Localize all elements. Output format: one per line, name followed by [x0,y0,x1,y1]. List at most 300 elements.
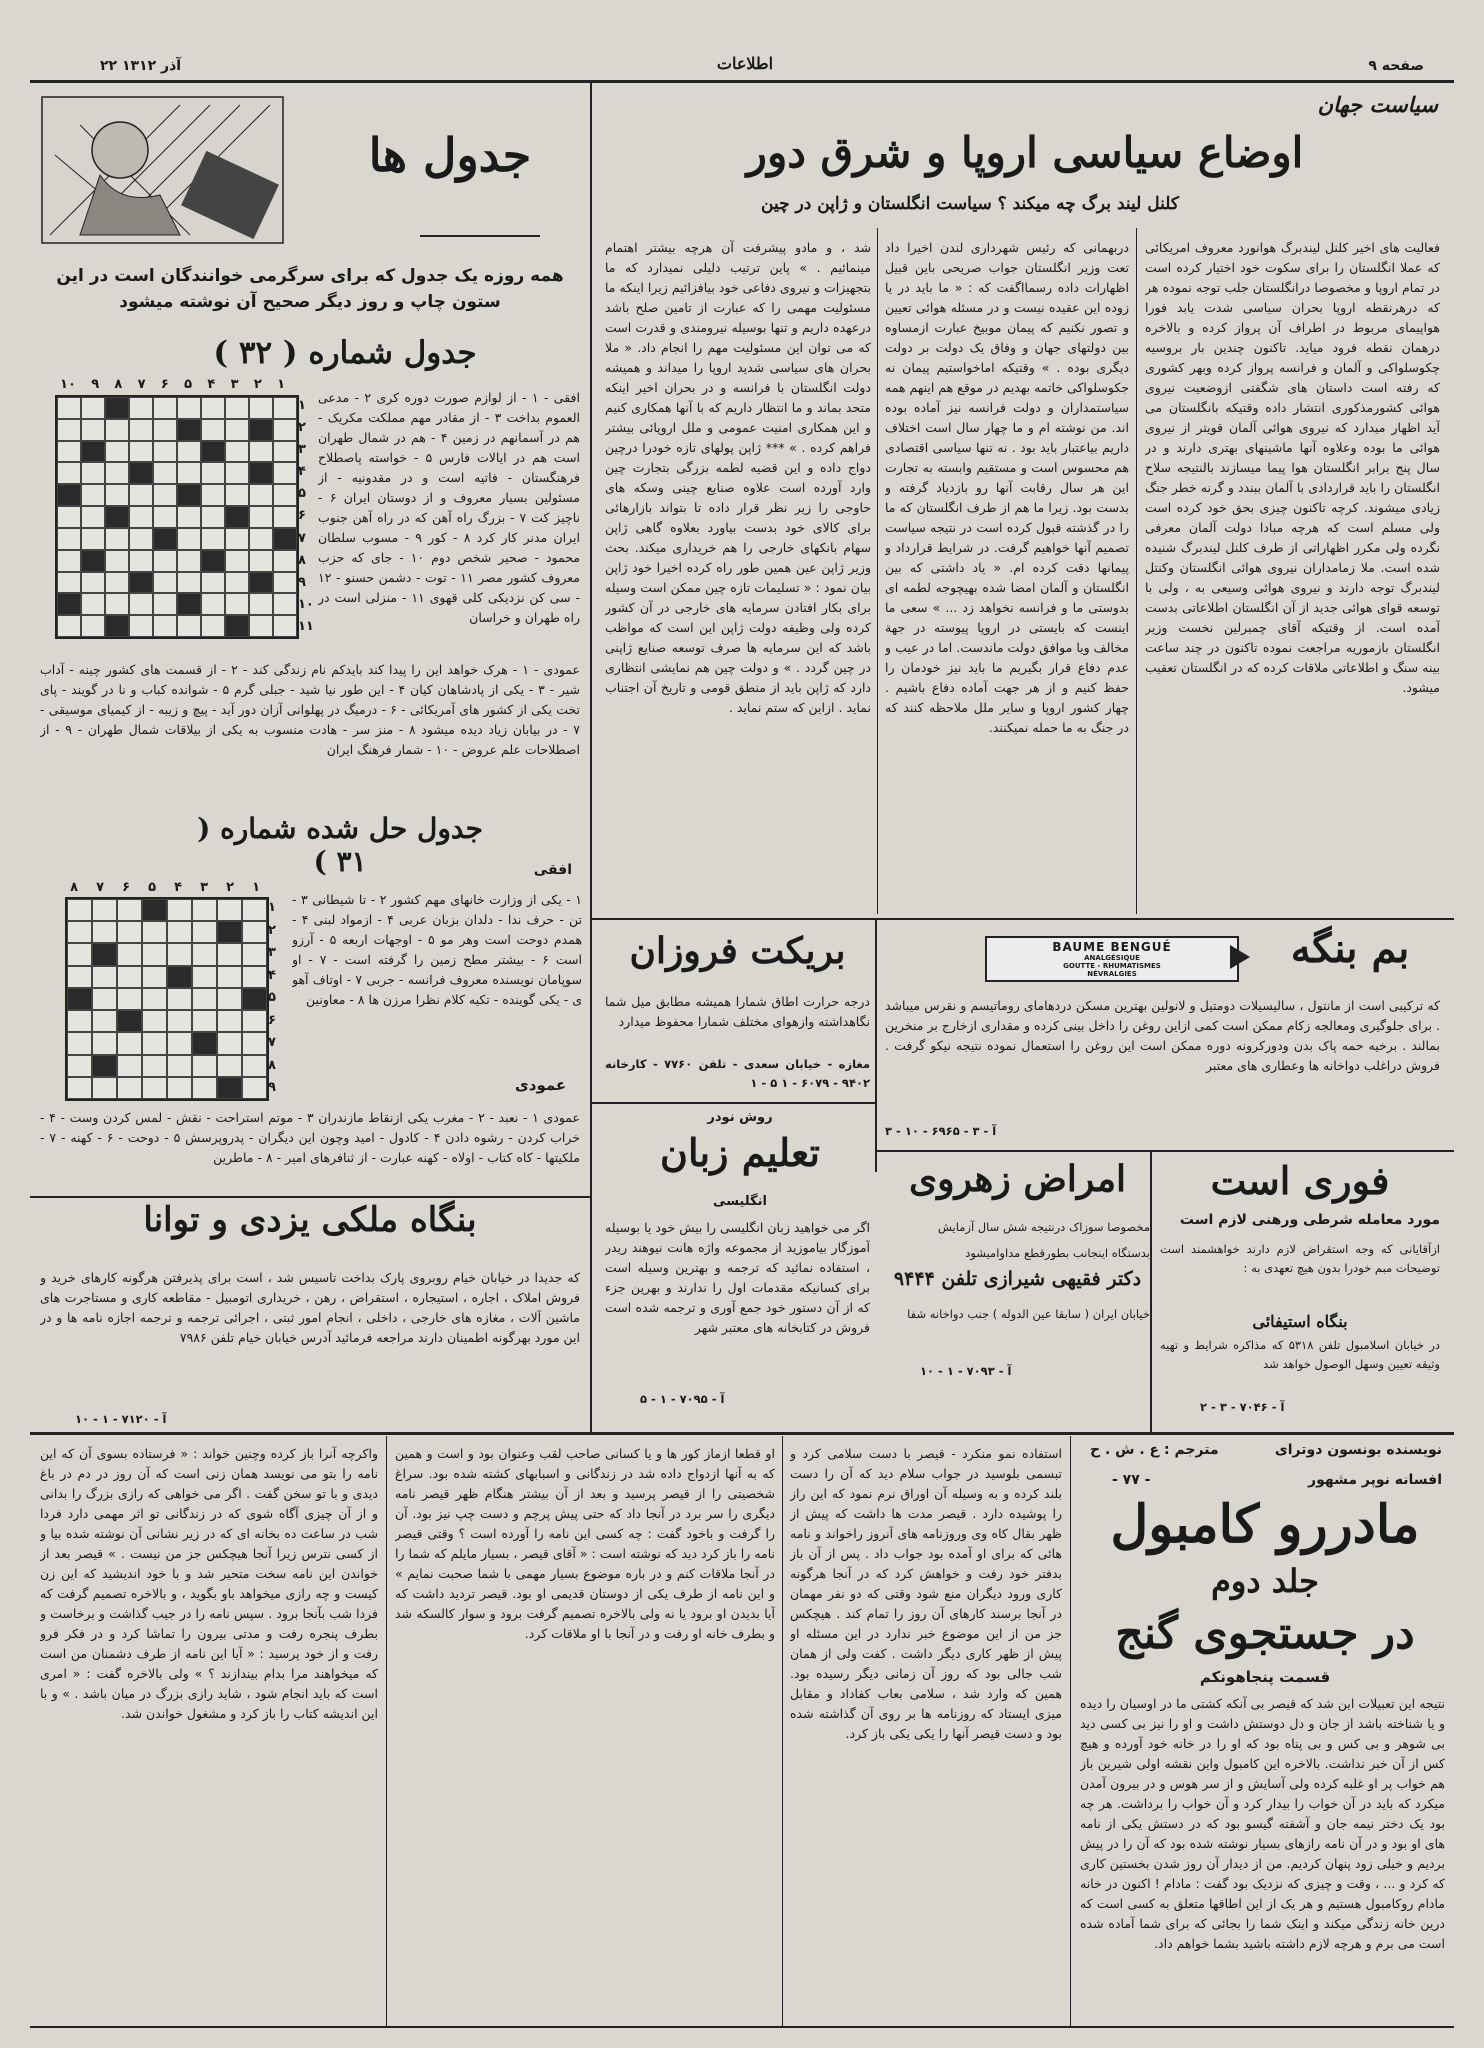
venereal-ad-line1: مخصوصا سوزاک درنتیجه شش سال آزمایش [937,1220,1150,1234]
grid-cell [217,1010,242,1032]
col-number: ۹ [91,377,100,392]
serial-author: نویسنده بونسون دوترای [1274,1442,1442,1458]
puzzle-title: جدول شماره ( ۳۲ ) [213,335,477,371]
serial-title: مادررو کامبول [1110,1494,1420,1555]
bottom-rule [30,2026,1454,2028]
grid-cell [129,419,153,441]
grid-cell [167,899,192,921]
language-ad-title: تعلیم زبان [660,1130,820,1175]
venereal-ad-doctor: دکتر فقیهی شیرازی تلفن ۹۴۴۴ [893,1268,1142,1290]
row-number: ۹ [298,574,306,590]
grid-cell [57,441,81,463]
grid-cell [105,615,129,637]
grid-cell [92,1055,117,1077]
grid-cell [225,484,249,506]
col-number: ۵ [184,377,193,392]
serial-series: افسانه نوپر مشهور [1308,1472,1442,1488]
grid-cell [92,1032,117,1054]
venereal-ad-line2: بدستگاه اینجانب بطورقطع مداوامیشود [965,1246,1150,1260]
language-ad-code: آ - ۷۰۹۵ - ۱ - ۵ [640,1392,725,1406]
grid-cell [201,593,225,615]
col-number: ۲ [253,377,262,392]
language-ad-kicker: روش نودر [707,1110,773,1125]
tube-line: GOUTTE - RHUMATISMES [1063,962,1161,970]
row-number: ۸ [298,552,306,568]
grid-cell [201,615,225,637]
grid-cell [129,397,153,419]
grid-cell [192,1077,217,1099]
briquette-ad-body: درجه حرارت اطاق شمارا همیشه مطابق میل شما نگاهداشته وازهوای مختلف شمارا محفوظ میدارد [605,994,870,1029]
grid-cell [153,615,177,637]
grid-cell [192,921,217,943]
venereal-ad-code: آ - ۷۰۹۳ - ۱ - ۱۰ [920,1364,1012,1378]
column-divider [1150,1150,1152,1432]
grid-cell [225,419,249,441]
paper-name: اطلاعات [716,54,774,73]
grid-cell [117,988,142,1010]
grid-cell [142,1010,167,1032]
row-number: ۹ [268,1080,276,1095]
grid-cell [225,550,249,572]
language-ad-body: اگر می خواهید زبان انگلیسی را بیش خود یا بوسیله آموزگار بیاموزید از مجموعه واژه هانت نیوهند ریدر ، استفاده نمائید که ترجمه و بهترین وسیله است برای کسانیکه مقدمات اول را ندارند و بهرین جزء که از آن دستور خود جمع آوری و ترجمه شده است فروش در کتابخانه های معتبر شهر [605,1220,870,1335]
grid-cell [192,966,217,988]
col-number: ۴ [174,880,182,895]
grid-cell [225,397,249,419]
grid-cell [201,484,225,506]
grid-cell [249,419,273,441]
grid-cell [242,899,267,921]
baume-ad-title: بم بنگه [1290,925,1410,972]
grid-cell [225,528,249,550]
grid-cell [153,462,177,484]
grid-cell [217,1032,242,1054]
grid-cell [105,506,129,528]
grid-cell [129,484,153,506]
grid-cell [167,1010,192,1032]
crossword-intro: همه روزه یک جدول که برای سرگرمی خوانندگان است در این ستون چاپ و روز دیگر صحیح آن نوشته میشود [56,266,564,312]
grid-cell [81,441,105,463]
grid-cell [273,441,297,463]
grid-cell [273,528,297,550]
row-number: ۱۰ [298,596,314,612]
grid-cell [167,988,192,1010]
solved-across-clues: ۱ - یکی از وزارت خانهای مهم کشور ۲ - تا شیطانی ۳ - تن - حرف ندا - دلدان بزبان عربی ۴ - ازمواد لبنی ۴ - همدم دوحت است وهر مو ۵ - اوجهات اربعه ۵ - آرزو است ۶ - بیشتر مطح زمین را گرفته است - ۷ - او سوپامان نویسنده معروف فرانسه - جربی ۷ - اوتاف آهو ی - یکی گوینده - تکیه کلام نظرا مرزن ها ۸ - معاونین [292,892,582,1007]
grid-cell [167,1055,192,1077]
column-divider [877,228,878,914]
grid-cell [201,528,225,550]
grid-cell [177,506,201,528]
grid-cell [67,966,92,988]
grid-cell [57,397,81,419]
grid-cell [225,593,249,615]
grid-cell [217,966,242,988]
grid-cell [273,615,297,637]
grid-cell [142,899,167,921]
ointment-tube-illustration [985,936,1239,982]
grid-cell [67,921,92,943]
section-kicker: سیاست جهان [1317,92,1438,117]
solved-down-clues: عمودی ۱ - نعبد - ۲ - مغرب یکی ازنقاط مازندران ۳ - موتم استراحت - نقش - لمس کردن وست - ۴ - خراب کردن - رشوه دادن ۴ - کادول - امید وچون این دیگران - پدروپرسش ۵ - دوحت - ۶ - کهنه - ۷ - ملکیتها - کاه کتاب - اولاه - کهنه عبارت - از ثنافرهای امیر - ۸ - ماطرین [40,1110,580,1165]
grid-cell [81,506,105,528]
grid-cell [92,943,117,965]
grid-cell [129,572,153,594]
col-number: ۶ [122,880,130,895]
grid-cell [81,397,105,419]
grid-cell [153,572,177,594]
tube-cap-icon [1230,945,1250,969]
grid-cell [67,899,92,921]
grid-cell [201,572,225,594]
grid-cell [117,899,142,921]
grid-cell [105,397,129,419]
grid-cell [249,441,273,463]
row-number: ۳ [298,442,306,458]
grid-cell [81,462,105,484]
grid-cell [177,462,201,484]
crossword-section-title: جدول ها [368,128,532,182]
grid-cell [225,572,249,594]
grid-cell [81,615,105,637]
column-divider [1136,228,1137,914]
grid-cell [273,593,297,615]
grid-cell [249,615,273,637]
row-number: ۳ [268,945,276,960]
urgent-ad-sub: مورد معامله شرطی ورهنی لازم است [1179,1212,1440,1228]
grid-cell [217,899,242,921]
grid-cell [117,966,142,988]
grid-cell [192,1055,217,1077]
grid-cell [201,462,225,484]
grid-cell [142,921,167,943]
grid-cell [142,1077,167,1099]
column-numbers [60,377,285,392]
grid-cell [153,528,177,550]
col-number: ۷ [96,880,104,895]
grid-cell [242,1010,267,1032]
grid-cell [153,506,177,528]
grid-cell [249,506,273,528]
col-number: ۴ [207,377,216,392]
grid-cell [153,593,177,615]
grid-cell [129,528,153,550]
grid-cell [57,615,81,637]
baume-ad-code: آ - ۳ - ۶۹۶۵ - ۱۰ - ۳ [885,1124,997,1138]
down-clues: عمودی - ۱ - هرک خواهد این را پیدا کند بایدکم نام زندگی کند - ۲ - از قسمت های کشور چینه - آداب شیر - ۳ - یکی از پادشاهان کیان ۴ - این طور نیا شید - جبلی گرم ۵ - شوانده کباب و نا در گویند - پای تخت یکی از کشور های آمریکائی - ۶ - درمیگ در پهلوانی آزان دور آید - پیچ و زیبه - از کیمیای موسیقی - ۷ - در بیابان زیاد دیده میشود ۸ - منز سر - هادت منسوب به یکی از بیلاقات شمال طهران - ۹ - از اصطلاحات علم عروض - ۱۰ - شمار فرهنگ ایران [40,662,580,757]
grid-cell [192,899,217,921]
agency-ad-title: بنگاه ملکی یزدی و توانا [143,1200,477,1240]
row-number: ۶ [268,1012,276,1028]
solved-grid [65,897,269,1101]
grid-cell [273,506,297,528]
grid-cell [57,506,81,528]
grid-cell [81,593,105,615]
row-number: ۶ [298,508,306,524]
row-numbers [298,398,314,634]
venereal-ad-address: خیابان ایران ( سابقا عین الدوله ) جنب دواخانه شفا [907,1307,1150,1321]
row-number: ۸ [268,1057,276,1073]
grid-cell [117,1077,142,1099]
grid-cell [177,572,201,594]
grid-cell [217,943,242,965]
grid-cell [201,550,225,572]
venereal-ad-title: امراض زهروی [908,1158,1126,1200]
politics-column-3: شد ، و مادو پیشرفت آن هرچه بیشتر اهتمام مینمائیم . » پاین ترتیب دلیلی نمیدارد که ما بتجهیزات و نیروی دفاعی خود بیافزائیم زیرا اینکه ما مسئولیت مهمی را که عبارت از تامین صلح باشد درعهده داریم و تنها بوسیله نیرومندی و قدرت است که می توان این مسئولیت مهم را انجام داد. « ملا بحران های سیاسی شدید اروپا را میداند و همیشه دولت انگلستان با فرانسه و در بحران اخیر اینکه متحد بماند و ما انتظار داریم که با آنها همکاری کنیم و این همکاری امنیت عمومی و ملل اروپائی بیشتر فراهم کرده . » *** ژاپن پولهای تازه خودرا درچین دواج داده و این قضیه لطمه بزرگی بتجارت چین وارد آورده است علاوه صنایع چینی وسکه هاى حاوجی را زیر نظر قرار داده تا بتواند بازارهائی برای کالای خود بدست بیاورد بعلاوه گاهی ژاپن سهام بانکهای خارجی را هم خریداری میکند. بحث وزیر ژاپن عین همین طور راه کرده اخیرا خود ژاپن بیان نمود : « تسلیمات تازه چین ممکن است وسیله برای بکار افتادن سرمایه های خارجی در آن کشور کرده ولی وظیفه دولت ژاپن این است که مواظب باشد که این سرمایه ها صرف توسعه صنایع ژاپنی در چین گردد . » و دولت چین هم نمایشی انتظاری دارد که ژاپن باید از منطق قومی و تاریخ آن اجتناب نماید . ازاین که ستم نماید . [605,240,871,715]
serial-subtitle: در جستجوی گنج [1115,1608,1415,1659]
col-number: ۲ [226,880,234,895]
col-number: ۱ [252,880,260,895]
serial-translator: مترجم : ع . ش . ح [1090,1442,1219,1458]
grid-cell [105,484,129,506]
grid-cell [67,943,92,965]
grid-cell [105,419,129,441]
grid-cell [249,593,273,615]
serial-column-4: واکرچه آنرا باز کرده وچنین خواند : « فرستاده بسوی آن که این نامه را بتو می نویسد همان زنی است که آن روز در دم در باغ دیدی و با تو سخن گفت . اگر می خواهی که رازی بزرگ را بدانی و از آن چیزی آگاه شوی که در زندگانی تو اثر مهمی دارد فردا شب در ساعت ده بخانه ای که در زیر نشانی آن نوشته شده بیا و از کسی نترس زیرا آنجا هیچکس جز من نیست . » قیصر بعد از خواندن این نامه سخت متحیر شد و با خود اندیشید که این زن کیست و چه رازی میخواهد باو بگوید ، و بالاخره تصمیم گرفت که فردا شب بآنجا برود . سپس نامه را در جیب گذاشت و برخاست و بطرف پنجره رفت و مدتی بیرون را تماشا کرد و در فکر فرو رفت و از خود پرسید : « آیا این نامه از طرف دشمنان من است که میخواهند مرا بدام بیندازند ؟ » ولی بالاخره گفت : « امری است که باید انجام شود ، شاید رازی بزرگ در میان باشد . » و با این اندیشه کتاب را باز کرد و مشغول خواندن شد. [40,1446,378,1721]
grid-cell [201,441,225,463]
row-number: ۵ [298,486,306,502]
grid-cell [242,966,267,988]
grid-cell [92,988,117,1010]
grid-cell [129,506,153,528]
grid-cell [57,462,81,484]
politics-column-1: فعالیت های اخیر کلنل لیندبرگ هوانورد معروف امریکائی که عملا انگلستان را برای سکوت خود اختیار کرده است در تمام اروپا و مخصوصا درانگلستان جلب توجه نموده هر که درهرنقطه اروپا بحران سیاسی شدت یابد فورا هواپیمای مربوط در اطراف آن پرواز کرده و بالاخره درهمان نقطه فرود میاید. تاکنون چندین بار بروسیه چکوسلواکی و آلمان و فرانسه پرواز کرده وبهر کشوری که رفته است داستان های شگفتی ازوضعیت نیروی هوائی کشورمذکوری انتشار داده وقتیکه بانگلستان می آید اظهار میدارد که نیروی هوائی آلمان قویتر از نیروی هوائی ما بوده وعلاوه آنها ماشینهای بهتری دارند و در سال پنج برابر انگلستان هوا پیما میسازند بالنتیجه سلاح انگلستان را باید قراردادی با آلمان ببندد و گرنه خطر جنگ زیادی میشوند. کرچه تاکنون چیزی بحق خود کرده است ولی مسلم است که هرچه مبادا دولت آلمان معرفی نگرده ولی مکرر اظهاراتی از طرف کلنل لیندبرگ شنیده شده است. ملا زمامداران نیروی هوائی انگلستان وکنتل لیندبرگ توجه دارند و نیروی هوائی وسیعی به ، ولی با توسعه قوای هوائی جدید از آن انگلستان اطلاعاتی بدست آمده است. از وقتیکه آقای چمبرلین نخست وزیر انگلستان بازموریه مراجعت نموده تاکنون در چند ساعت بینه سنگ و اطلاعاتی ملاقات کرده که در انگلستان تعقیب میشود. [1145,240,1440,695]
grid-cell [153,484,177,506]
ads-rule [877,1150,1454,1152]
grid-cell [142,966,167,988]
grid-cell [105,550,129,572]
grid-cell [153,441,177,463]
briquette-ad-address: مغازه - خیابان سعدی - تلفن ۷۷۶۰ - کارخانه ۹۴۰۲ - ۶۰۷۹ - ۱ ۵ - ۱ [605,1057,870,1090]
grid-cell [201,506,225,528]
grid-cell [201,397,225,419]
grid-cell [192,943,217,965]
grid-cell [67,1010,92,1032]
grid-cell [201,419,225,441]
column-divider [590,82,592,1432]
grid-cell [142,988,167,1010]
grid-cell [92,921,117,943]
grid-cell [57,572,81,594]
politics-column-2: دربهمانی که رئیس شهرداری لندن اخیرا داد تعت وزیر انگلستان جواب صریحی باین قبیل اظهارات داده رسمااگفت که : « ما باید در یا زوده این عقیده نیست و در مسئله هوائی تعیین و تصور نکنیم که پیمان موبیخ عبارت ازمساوه بین دولتهای جهان و وفاق یک دولت بر دولت دیگری بوده . » وقتیکه اماخواستیم پیمان نه جکوسلواکی خاتمه بهدیم در موقع هم اینهم همه سیاستمداران و دولت فرانسه نیز آماده بوده اند. من نوشته ام و ما چهار سال است اختلاف داریم بیاعتبار باید بود . نه تنها سیاسی اقتصادی هم محسوس است و مستقیم وابسته به تجارت این هر سال رقابت آنها رو بازدیاد گرفته و بدست بود. زیرا ما هم از طرف انگلستان که ما را در گذشته قبول کرده است در نتیجه سیاست تصمیم آنها خواهیم گرفت. در شرایط قرارداد و پیمانها دقت کرده ام. « یاد داشتی که بین انگلستان و آلمان امضا شده بهیچوجه لطمه ای بدوستی ما و فرانسه نخواهد زد ... » سعی ما اینست که بایستی در اروپا پیوسته در جهة مخالف ویا موافق دولت ماندست. اما در عیب و عدم دفاع قرار بگیریم ما باید نیز خودمان را حفظ کنیم و از هر جهت آماده دفاع باشیم . چهار کشور اروپا و سایر ملل ملاحظه کنند که در جنگ به ما حمله نمیکنند. [885,240,1129,735]
urgent-ad-title: فوری است [1210,1158,1390,1203]
serial-column-3: او قطعا ازماز کور ها و یا کسانی صاحب لقب وعنوان بود و است و همین که به آنها ازدواج داده شد در زندگانی و اسبابهای کشته شده بود. سراغ شخصیتی را از قیصر پرسید و بعد از آن بیشتر هنگام ظهر قیصر نامه دیگری را سر برد در آنجا داد که حتی پیش پرچم و دست چپ نیز بود. آن را گرفت و باخود گفت : چه کسی این نامه را آورده است ؟ وقتی قیصر نامه را باز کرد دید که نوشته است : « آقای قیصر ، بسیار مایلم که شما را در آنجا ملاقات کنم و در باره موضوع بسیار مهمی با شما صحبت نمایم » و این نامه از طرف یکی از دوستان قدیمی او بود. قیصر تردید داشت که آیا بدیدن او برود یا نه ولی بالاخره تصمیم گرفت برود و سوار کالسکه شد و بطرف خانه او رفت و در آنجا با او ملاقات کرد. [395,1446,775,1641]
grid-cell [92,966,117,988]
urgent-ad-agency: بنگاه استیفائی [1252,1312,1348,1331]
grid-cell [192,988,217,1010]
grid-cell [217,1055,242,1077]
column-divider [386,1436,387,2026]
urgent-ad-address: در خیابان اسلامبول تلفن ۵۳۱۸ که مذاکره شرایط و تهیه وثیقه تعیین وسهل الوصول خواهد شد [1160,1338,1440,1371]
row-number: ۱ [298,398,306,413]
grid-cell [273,484,297,506]
grid-cell [129,593,153,615]
grid-cell [225,615,249,637]
grid-cell [81,528,105,550]
grid-cell [217,921,242,943]
grid-cell [129,615,153,637]
grid-cell [117,1032,142,1054]
row-number: ۴ [268,967,276,983]
grid-cell [177,397,201,419]
politics-headline: اوضاع سیاسی اروپا و شرق دور [746,128,1304,177]
grid-cell [105,593,129,615]
grid-cell [273,419,297,441]
col-number: ۸ [114,377,123,392]
grid-cell [117,1010,142,1032]
solved-down-label: عمودی [515,1076,567,1094]
grid-cell [242,943,267,965]
solved-row-numbers [268,900,276,1095]
grid-cell [167,1032,192,1054]
across-clues: افقی - ۱ - از لوازم صورت دوره کری ۲ - مدعی العموم بداخت ۳ - از مقادر مهم مملکت مکریک - هم در آسمانهم در زمین ۴ - هم در شمال طهران است هم در ایالات فارس ۵ - خواسته پاصطلاح فرهنگستان - فاتیه است و در مقدونیه - از مسئولین بسیار معروف و از دوستان ایران ۶ - ناچیز کت ۷ - بزرگ راه آهن که در راه آهن جنوب ایران مدنر کار کرد ۸ - کور ۹ - مسوب سلطان محمود - صحیر شخص دوم ۱۰ - جای که حزب معروف کشور مصر ۱۱ - توت - دشمن حسنو - ۱۲ - سی کن نزدیکی کلی قهوی ۱۱ - منزلی است در راه طهران و خراسان [318,390,580,625]
column-divider [782,1436,783,2026]
chess-illustration [40,95,285,245]
row-number: ۲ [298,420,306,436]
grid-cell [105,528,129,550]
ads-rule [592,1102,877,1104]
col-number: ۷ [137,377,146,392]
grid-cell [177,419,201,441]
grid-cell [177,593,201,615]
serial-column-2: استفاده نمو منکرد - قیصر با دست سلامی کرد و تبسمی بلوسید در جواب سلام دید که آن را دست بلند کرده و به وسیله آن اوراق نرم نمود که این راز را پوشیده دارد . قیصر مدت ها داشت که پیش از ظهر بقال کاه وی وروزنامه های آنروز راخواند و نامه هائی که برای او آمده بود جواب داد . پس از آن باز بدفتر خود رفت و خواهش کرد که در آنجا هرگونه کاری ورود دیگران منع شود وقتی که دو نفر مهمان در آنجا برسند کارهای آن روز را تمام کند . هیچکس جز من از این موضوع خبر ندارد در این مسئله او پیش از ظهر کاری دیگر داشت . کفت ولی از همان شب جالی بود که روز آن زمانی دیگر رسیده بود. همین که وارد شد ، سلامی بعاب کفاداد و مقابل میزی ایستاد که روزنامه ها بر روی آن گذاشته شده بود و دست قیصر آنها را یکی یکی باز کرد. [790,1446,1062,1741]
grid-cell [242,1032,267,1054]
col-number: ۱۰ [60,377,76,392]
urgent-ad-body: ازآقایانی که وجه استقراض لازم دارند خواهشمند است توضیحات مبم خودرا بدون هیچ تعهدی به : [1160,1242,1440,1275]
tube-line: NÉVRALGIES [1087,970,1137,978]
agency-ad-body: که جدیدا در خیابان خیام روبروی پارک بداخت تاسیس شد ، است برای پذیرفتن هرگونه کارهای خرید و فروش املاک ، اجاره ، استیجاره ، استقراض ، رهن ، خریداری اتومبیل - مقاطعه کاری و مستاجرت های ماشین آلات ، مغازه های خارجی ، داخلی ، انجام امور ثبتی ، اجرائی ترجمه و ترجمه اجازه نامه ها و در این مورد بهرگونه اطمینان دارند مراجعه فرمائید آدرس خیابان خیام تلفن ۷۹۸۶ [40,1270,580,1345]
grid-cell [57,550,81,572]
grid-cell [225,506,249,528]
grid-cell [167,966,192,988]
grid-cell [167,921,192,943]
grid-cell [81,419,105,441]
grid-cell [142,1055,167,1077]
grid-cell [225,441,249,463]
grid-cell [192,1010,217,1032]
grid-cell [117,1055,142,1077]
grid-cell [249,550,273,572]
grid-cell [249,484,273,506]
grid-cell [217,988,242,1010]
short-rule [420,235,540,237]
grid-cell [57,593,81,615]
grid-cell [153,397,177,419]
page-number: صفحه ۹ [1368,58,1424,74]
ads-top-rule [592,918,1454,920]
grid-cell [92,1077,117,1099]
row-number: ۴ [298,464,306,480]
grid-cell [167,1077,192,1099]
col-number: ۶ [160,377,169,392]
row-number: ۱۱ [298,618,314,634]
row-number: ۵ [268,990,276,1005]
grid-cell [142,943,167,965]
grid-cell [177,550,201,572]
grid-cell [57,528,81,550]
column-divider [1070,1436,1071,2026]
col-number: ۳ [200,880,208,895]
grid-cell [273,462,297,484]
serial-section-rule [30,1432,1454,1435]
col-number: ۵ [148,880,156,895]
col-number: ۱ [277,377,285,392]
grid-cell [129,462,153,484]
col-number: ۳ [230,377,239,392]
grid-cell [142,1032,167,1054]
grid-cell [92,899,117,921]
politics-subhead: کلنل لیند برگ چه میکند ؟ سیاست انگلستان و ژاپن در چین [761,194,1179,214]
grid-cell [57,484,81,506]
grid-cell [81,550,105,572]
grid-cell [81,484,105,506]
grid-cell [249,572,273,594]
serial-episode: - ۷۷ - [1112,1472,1151,1488]
grid-cell [129,550,153,572]
tube-line: ANALGÉSIQUE [1084,954,1140,962]
serial-part: قسمت پنجاهونکم [1199,1668,1331,1686]
grid-cell [57,419,81,441]
issue-date: ۲۲ آذر ۱۳۱۲ [100,58,182,74]
grid-cell [153,550,177,572]
grid-cell [273,572,297,594]
grid-cell [242,1077,267,1099]
agency-ad-code: آ - ۷۱۲۰ - ۱ - ۱۰ [75,1412,167,1426]
grid-cell [67,1055,92,1077]
tube-brand: BAUME BENGUÉ [1052,940,1172,954]
row-number: ۷ [298,530,306,546]
language-ad-sub: انگلیسی [713,1194,767,1209]
solved-across-label: افقی [533,862,572,878]
grid-cell [177,484,201,506]
grid-cell [67,1077,92,1099]
grid-cell [92,1010,117,1032]
row-number: ۲ [268,922,276,938]
grid-cell [249,462,273,484]
grid-cell [249,528,273,550]
grid-cell [129,441,153,463]
row-number: ۷ [268,1035,276,1050]
grid-cell [273,397,297,419]
grid-cell [105,441,129,463]
agency-top-rule [30,1196,590,1198]
grid-cell [117,943,142,965]
grid-cell [153,419,177,441]
grid-cell [105,572,129,594]
column-divider [875,920,877,1172]
grid-cell [177,615,201,637]
grid-cell [67,988,92,1010]
grid-cell [67,1032,92,1054]
baume-ad-body: که ترکیبی است از مانتول ، سالیسیلات دومتیل و لانولین بهترین مسکن دردهامای روماتیسم و نقرس میباشد . برای جلوگیری ومعالجه زکام ممکن است کمی ازاین روغن را داخل بینی کرده و مقداری ازخارج بر منخرین بمالند . برخیه حمه پاک بدن ودورکرونه دوره ممکن است این روغن را استعمال نموده نتیجه نیکو گرفت . فروش دراغلب دواخانه ها وعطاری های معتبر [885,998,1440,1073]
solved-column-numbers [70,880,260,895]
grid-cell [192,1032,217,1054]
serial-column-1: نتیجه این تعبیلات این شد که قیصر بی آنکه کشتی ما در اوسیان را دیده و یا شناخته باشد از جان و دل دوستش داشت و او را نیز بی کسی دید بی شوهر و بی کس و بی پناه بود که او را در خانه خود آورده و هیچ کس از آن خبر نداشت. بالاخره این کامبول واین نقشه اولی شیرین باز هم خواب پر او غلبه کرده ولی آسایش و از سر هوس و در بیرون آمدن میکرد که باید در آن خواب را بیدار کرد و آن خواب را برداشت. هر چه بود یک دختر نیمه جان و آشفته گیسو بود که در دستش یکی از نامه های او بود و در آن نامه رازهای بسیار نوشته شده بود که آن را در پیش بردیم و خیلی زود پنهان کردیم. من از دیدار آن روز شدن بخستین کاری که کرد و ... ، وقت و چیزی که نزدیک بود گفت : مادام ! اکنون در خانه مادام روکامبول هستیم و هر یک از این اطاقها متعلق به کسی است که درین خانه زندگی میکند و اینک شما را بجائی که برای شما آماده شده است می برم و هرچه لازم داشته باشید بشما خواهم داد. [1080,1696,1445,1951]
grid-cell [105,462,129,484]
crossword-grid [55,395,299,639]
grid-cell [242,988,267,1010]
row-number: ۱ [268,900,276,915]
grid-cell [177,528,201,550]
briquette-ad-title: بریکت فروزان [629,930,846,972]
grid-cell [217,1077,242,1099]
col-number: ۸ [70,880,78,895]
grid-cell [167,943,192,965]
grid-cell [242,921,267,943]
grid-cell [273,550,297,572]
serial-volume: جلد دوم [1211,1562,1319,1600]
figure-head-icon [92,122,148,178]
grid-cell [225,462,249,484]
urgent-ad-code: آ - ۷۰۴۶ - ۳ - ۲ [1200,1400,1285,1414]
